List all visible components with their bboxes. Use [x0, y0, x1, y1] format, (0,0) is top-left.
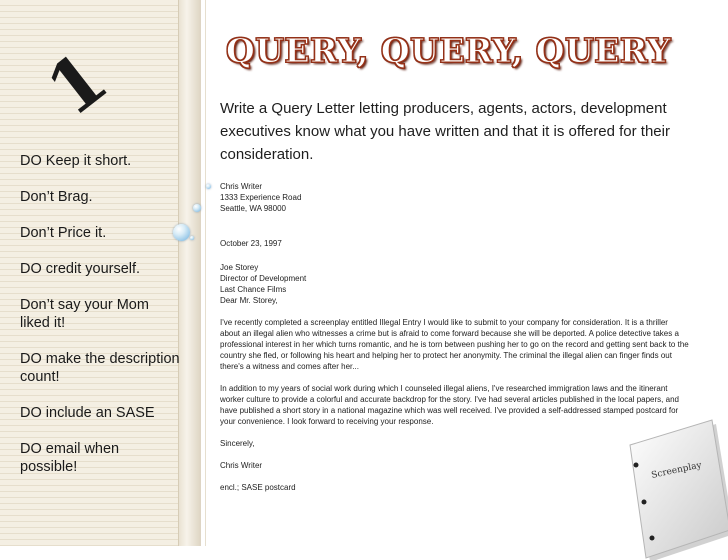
letter-signature: Chris Writer — [220, 461, 263, 470]
bubble-icon — [193, 204, 201, 212]
letter-closing: Sincerely, — [220, 439, 255, 448]
bubble-icon — [190, 236, 194, 240]
divider — [205, 0, 206, 546]
tip-item: Don’t say your Mom liked it! — [20, 297, 149, 331]
page-title: QUERY, QUERY, QUERY — [226, 31, 671, 70]
tip-item: Don’t Price it. — [20, 225, 107, 241]
intro-text: Write a Query Letter letting producers, agents, actors, development executives know what you have written and that it is offered for their consideration. — [220, 100, 670, 163]
recipient-line: Joe Storey — [220, 263, 259, 272]
recipient-line: Director of Development — [220, 274, 307, 283]
tip-item: DO Keep it short. — [20, 153, 132, 169]
sender-line: Seattle, WA 98000 — [220, 204, 286, 213]
slide-number: 1 — [30, 34, 123, 133]
letter-enclosure: encl.; SASE postcard — [220, 483, 296, 492]
tip-item: DO credit yourself. — [20, 261, 141, 277]
bubble-icon — [173, 224, 190, 241]
sender-line: 1333 Experience Road — [220, 193, 302, 202]
tips-list — [20, 152, 180, 494]
bubble-icon — [206, 184, 211, 189]
sender-line: Chris Writer — [220, 182, 263, 191]
tip-item: DO email when possible! — [20, 441, 120, 475]
tip-item: Don’t Brag. — [20, 189, 93, 205]
screenplay-label: Screenplay — [650, 460, 703, 481]
screenplay-icon — [600, 410, 728, 560]
recipient-line: Last Chance Films — [220, 285, 287, 294]
letter-paragraph: In addition to my years of social work during which I counseled illegal aliens, I've researched immigration laws and the itinerant worker culture to provide a colorful and accurate backdrop for the story. I've had several articles published in the local papers, and have published a short story in a national magazine which was well received. I've provided a self-addressed stamped postcard for your convenience. I look forward to receiving your response. — [220, 384, 679, 426]
notebook-binding — [178, 0, 201, 546]
salutation: Dear Mr. Storey, — [220, 296, 278, 305]
tip-item: DO make the description count! — [20, 351, 180, 385]
letter-date: October 23, 1997 — [220, 239, 282, 248]
letter-paragraph: I've recently completed a screenplay entitled Illegal Entry I would like to submit to your company for consideration. It is a thriller about an illegal alien who witnesses a crime but is afraid to come forward because she will be deported. A police detective takes a professional interest in her which turns romantic, and he is torn between pushing her to go on the record and getting sent back to the country she fled, or following his heart and helping her to protect her anonymity. The criminal the illegal alien can finger finds out there's a witness and comes after her... — [220, 318, 689, 371]
tip-item: DO include an SASE — [20, 405, 155, 421]
